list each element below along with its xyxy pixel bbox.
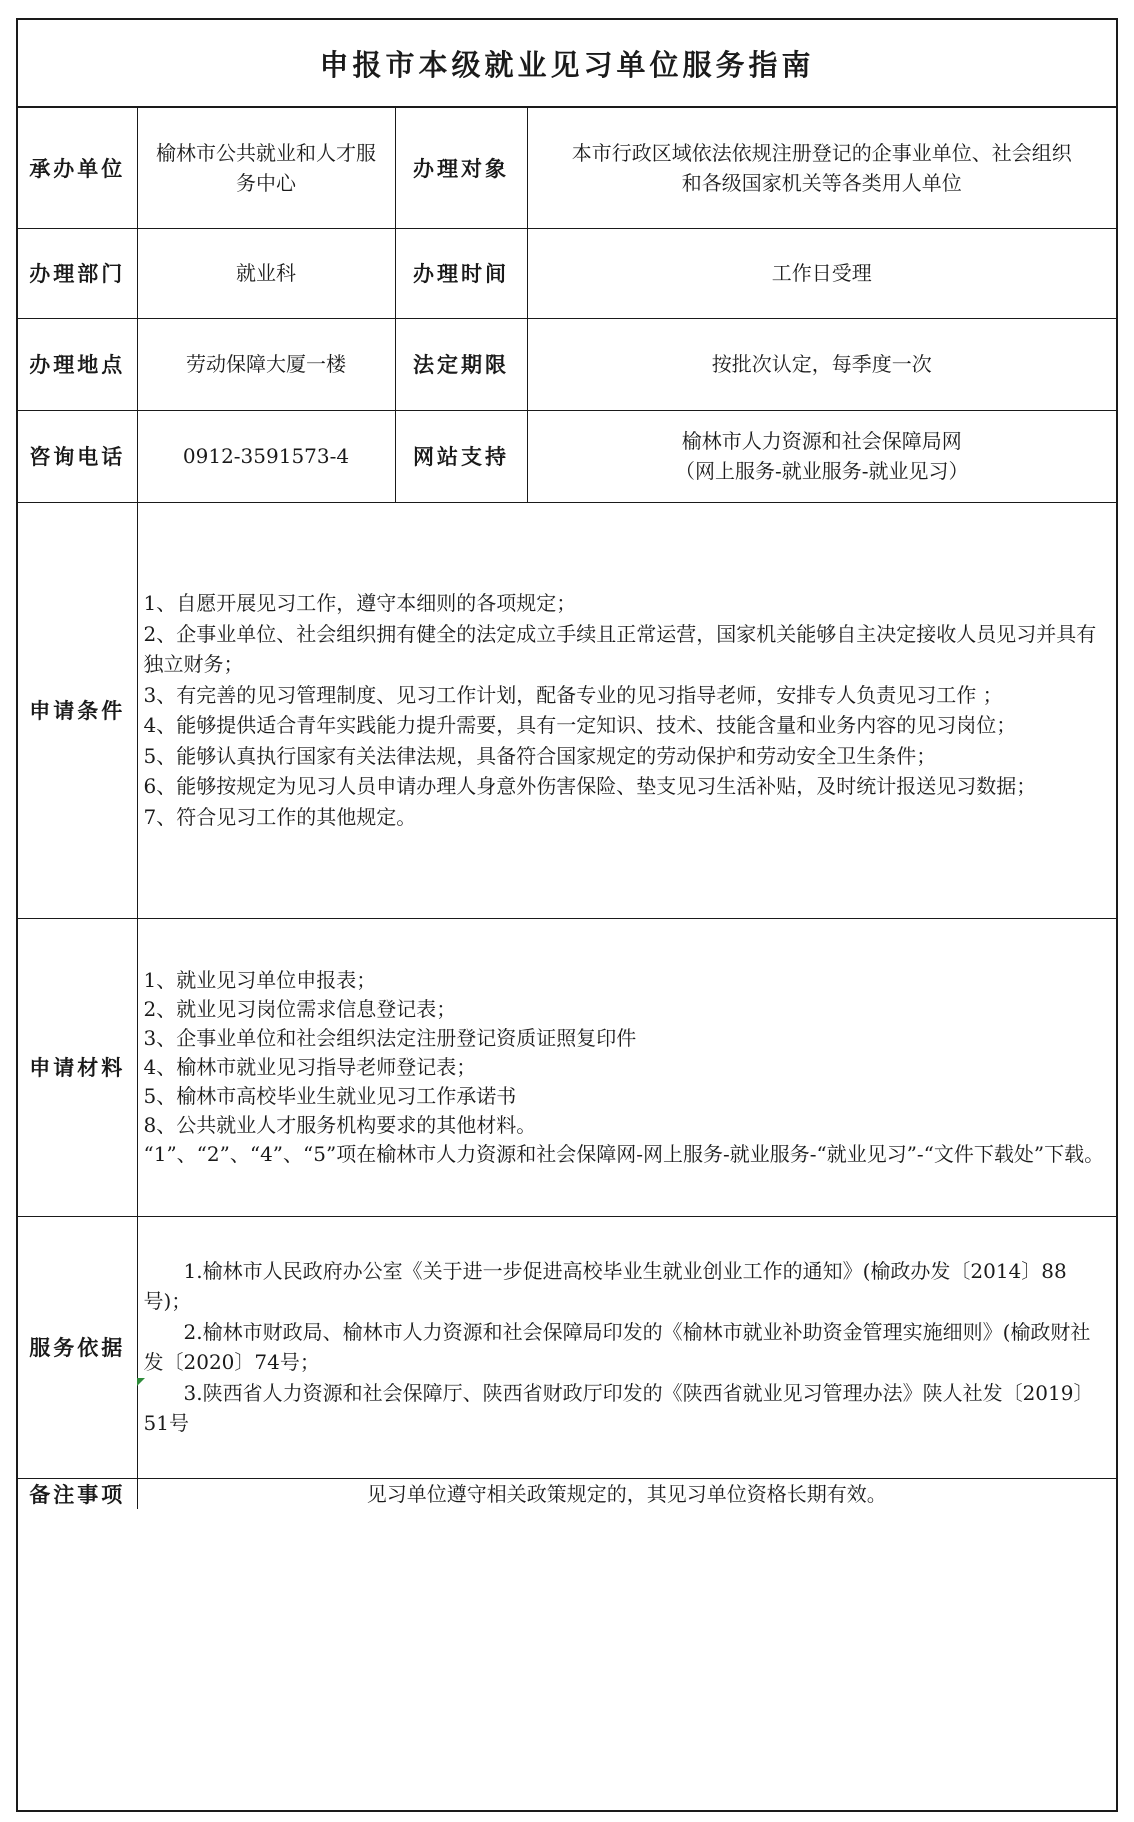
undertaker-label: 承办单位	[18, 108, 137, 228]
remarks-label: 备注事项	[18, 1478, 137, 1509]
department-label: 办理部门	[18, 228, 137, 318]
table-row	[18, 502, 1116, 918]
target-label: 办理对象	[395, 108, 527, 228]
list-item: 1、自愿开展见习工作，遵守本细则的各项规定；	[143, 591, 577, 615]
page-title: 申报市本级就业见习单位服务指南	[18, 20, 1116, 108]
deadline-value: 按批次认定，每季度一次	[527, 318, 1116, 410]
list-item: 3、企事业单位和社会组织法定注册登记资质证照复印件	[143, 1025, 637, 1050]
hours-value: 工作日受理	[527, 228, 1116, 318]
table-row	[18, 410, 1116, 502]
materials-list	[137, 918, 1116, 1216]
table-row	[18, 918, 1116, 1216]
phone-label: 咨询电话	[18, 410, 137, 502]
list-item: 1、就业见习单位申报表；	[143, 967, 377, 992]
list-item: 5、榆林市高校毕业生就业见习工作承诺书	[143, 1083, 517, 1108]
department-value: 就业科	[137, 228, 395, 318]
basis-list	[137, 1216, 1116, 1478]
list-item: 1.榆林市人民政府办公室《关于进一步促进高校毕业生就业创业工作的通知》(榆政办发〔2014〕88号)；	[143, 1258, 1067, 1313]
remarks-value: 见习单位遵守相关政策规定的，其见习单位资格长期有效。	[137, 1478, 1116, 1509]
table-row	[18, 1216, 1116, 1478]
list-item: 7、符合见习工作的其他规定。	[143, 804, 417, 829]
conditions-label: 申请条件	[18, 502, 137, 918]
list-item: 8、公共就业人才服务机构要求的其他材料。	[143, 1112, 537, 1137]
target-value: 本市行政区域依法依规注册登记的企事业单位、社会组织和各级国家机关等各类用人单位	[527, 108, 1116, 228]
table-row	[18, 228, 1116, 318]
hours-label: 办理时间	[395, 228, 527, 318]
website-line-2: （网上服务-就业服务-就业见习）	[674, 459, 969, 483]
undertaker-value: 榆林市公共就业和人才服务中心	[137, 108, 395, 228]
table-row	[18, 1478, 1116, 1509]
materials-label: 申请材料	[18, 918, 137, 1216]
list-item: 3.陕西省人力资源和社会保障厅、陕西省财政厅印发的《陕西省就业见习管理办法》陕人社发〔2019〕51号	[143, 1380, 1094, 1435]
deadline-label: 法定期限	[395, 318, 527, 410]
conditions-list	[137, 502, 1116, 918]
list-item: 2、企事业单位、社会组织拥有健全的法定成立手续且正常运营，国家机关能够自主决定接收人员见习并具有独立财务；	[143, 621, 1097, 676]
list-item: 6、能够按规定为见习人员申请办理人身意外伤害保险、垫支见习生活补贴，及时统计报送见习数据；	[143, 774, 1037, 798]
website-line-1: 榆林市人力资源和社会保障局网	[681, 429, 962, 453]
basis-label: 服务依据	[18, 1216, 137, 1478]
phone-value: 0912-3591573-4	[137, 410, 395, 502]
website-label: 网站支持	[395, 410, 527, 502]
list-item: 2、就业见习岗位需求信息登记表；	[143, 996, 457, 1021]
list-item: 3、有完善的见习管理制度、见习工作计划，配备专业的见习指导老师，安排专人负责见习工作 ；	[143, 682, 1003, 707]
list-item: 2.榆林市财政局、榆林市人力资源和社会保障局印发的《榆林市就业补助资金管理实施细则》(榆政财社发〔2020〕74号；	[143, 1319, 1091, 1374]
cell-error-marker	[137, 1378, 145, 1386]
table-row	[18, 318, 1116, 410]
guide-table	[18, 108, 1116, 1509]
service-guide-sheet	[16, 18, 1118, 1812]
table-row	[18, 108, 1116, 228]
list-item: 4、榆林市就业见习指导老师登记表；	[143, 1054, 477, 1079]
list-item: “1”、“2”、“4”、“5”项在榆林市人力资源和社会保障网-网上服务-就业服务-“就业见习”-“文件下载处”下载。	[143, 1141, 1105, 1166]
location-value: 劳动保障大厦一楼	[137, 318, 395, 410]
list-item: 4、能够提供适合青年实践能力提升需要，具有一定知识、技术、技能含量和业务内容的见习岗位；	[143, 713, 1017, 737]
website-value	[527, 410, 1116, 502]
location-label: 办理地点	[18, 318, 137, 410]
list-item: 5、能够认真执行国家有关法律法规，具备符合国家规定的劳动保护和劳动安全卫生条件；	[143, 743, 937, 768]
